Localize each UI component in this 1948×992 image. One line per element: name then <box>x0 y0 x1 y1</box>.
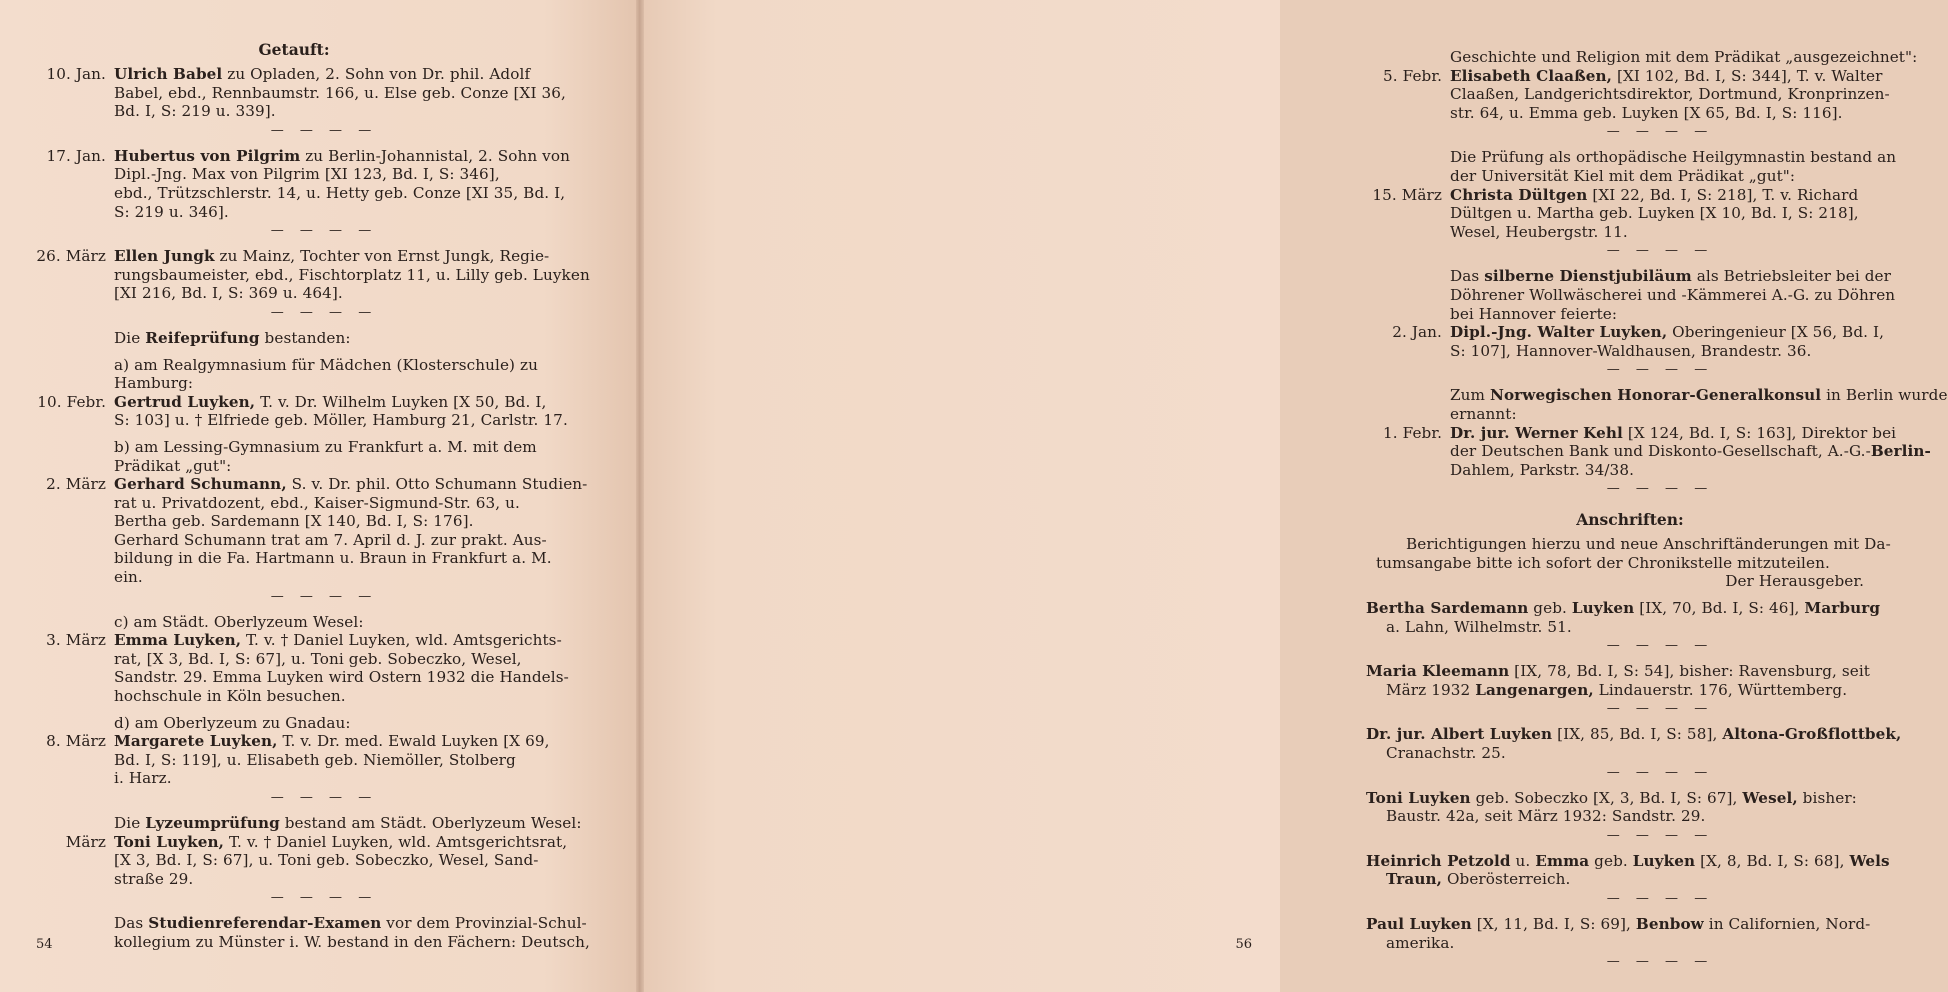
consul-entry: 1. Febr. Dr. jur. Werner Kehl [X 124, Bd. I, S: 163], Direktor bei der Deutschen Bank und Diskonto-Gesellschaft, A.-G.-Berlin- Dahlem, Parkstr. 34/38. <box>1366 424 1894 480</box>
entry-date: 1. Febr. <box>1383 423 1442 442</box>
graduate-entry: 8. März Margarete Luyken, T. v. Dr. med. Ewald Luyken [X 69, Bd. I, S: 119], u. Elisabeth geb. Niemöller, Stolberg i. Harz. <box>30 732 558 788</box>
exam-intro: Das Studienreferendar-Examen vor dem Provinzial-Schul- <box>114 914 587 933</box>
entry-name: Ellen Jungk <box>114 247 215 266</box>
ortho-intro: Die Prüfung als orthopädische Heilgymnastin bestand an <box>1450 148 1897 167</box>
address-entry: Bertha Sardemann geb. Luyken [IX, 70, Bd. I, S: 46], Marburg a. Lahn, Wilhelmstr. 51. <box>1366 599 1881 636</box>
graduate-entry: 2. März Gerhard Schumann, S. v. Dr. phil. Otto Schumann Studien- rat u. Privatdozent, ebd., Kaiser-Sigmund-Str. 63, u. Bertha geb. Sardemann [X 140, Bd. I, S: 176]. Gerhard Schumann trat am 7. April d. J. zur prakt. Aus- bildung in die Fa. Hartmann u. Braun in Frankfurt a. M. ein. <box>30 475 558 587</box>
separator <box>90 891 558 905</box>
entry-date: 15. März <box>1372 185 1442 204</box>
graduate-entry: 3. März Emma Luyken, T. v. † Daniel Luyken, wld. Amtsgerichts- rat, [X 3, Bd. I, S: 67], u. Toni geb. Sobeczko, Wesel, Sandstr. 29. Emma Luyken wird Ostern 1932 die Handels- hochschule in Köln besuchen. <box>30 631 558 705</box>
graduate-entry: März Toni Luyken, T. v. † Daniel Luyken, wld. Amtsgerichtsrat, [X 3, Bd. I, S: 67], u. Toni geb. Sobeczko, Wesel, Sand- straße 29. <box>30 833 558 889</box>
entry-date: 2. Jan. <box>1392 323 1442 342</box>
separator <box>1426 244 1894 258</box>
entry-name: Dr. jur. Werner Kehl <box>1450 423 1623 442</box>
entry-name: Ulrich Babel <box>114 65 223 83</box>
entry-date: 17. Jan. <box>46 146 106 165</box>
entry-date: 10. Jan. <box>46 65 106 83</box>
baptism-entry: 17. Jan. Hubertus von Pilgrim zu Berlin-Johannistal, 2. Sohn von Dipl.-Jng. Max von Pilgrim [XI 123, Bd. I, S: 346], ebd., Trützschlerstr. 14, u. Hetty geb. Conze [XI 35, Bd. I, S: 219 u. 346]. <box>30 147 558 221</box>
school-a: a) am Realgymnasium für Mädchen (Klosterschule) zu <box>114 355 538 374</box>
reife-intro: Die Reifeprüfung bestanden: <box>114 328 351 347</box>
right-page <box>640 0 1948 992</box>
entry-name: Dipl.-Jng. Walter Luyken, <box>1450 323 1668 342</box>
page-number: 54 <box>36 937 53 952</box>
separator <box>90 124 558 138</box>
entry-name: Elisabeth Claaßen, <box>1450 66 1613 85</box>
exam-entry: 5. Febr. Elisabeth Claaßen, [XI 102, Bd. I, S: 344], T. v. Walter Claaßen, Landgerichtsdirektor, Dortmund, Kronprinzen- str. 64, u. Emma geb. Luyken [X 65, Bd. I, S: 116]. <box>1366 67 1894 123</box>
addresses-heading: Anschriften: <box>1576 510 1684 530</box>
entry-date: 26. März <box>36 247 106 266</box>
entry-name: Margarete Luyken, <box>114 732 278 751</box>
jubilee-entry: 2. Jan. Dipl.-Jng. Walter Luyken, Oberingenieur [X 56, Bd. I, S: 107], Hannover-Waldhausen, Brandestr. 36. <box>1366 323 1894 360</box>
school-c: c) am Städt. Oberlyzeum Wesel: <box>114 612 364 631</box>
graduate-entry: 10. Febr. Gertrud Luyken, T. v. Dr. Wilhelm Luyken [X 50, Bd. I, S: 103] u. † Elfriede geb. Möller, Hamburg 21, Carlstr. 17. <box>30 393 558 430</box>
continued-line: Geschichte und Religion mit dem Prädikat „ausgezeichnet": <box>1450 48 1918 66</box>
entry-date: März <box>65 832 106 851</box>
entry-name: Toni Luyken, <box>114 832 225 851</box>
separator <box>1426 766 1894 780</box>
entry-date: 2. März <box>46 475 106 494</box>
address-entry: Maria Kleemann [IX, 78, Bd. I, S: 54], bisher: Ravensburg, seit März 1932 Langenargen, Lindauerstr. 176, Württemberg. <box>1366 662 1871 699</box>
separator <box>1426 702 1894 716</box>
lyzeum-intro: Die Lyzeumprüfung bestand am Städt. Oberlyzeum Wesel: <box>114 814 582 832</box>
exam-entry: 15. März Christa Dültgen [XI 22, Bd. I, S: 218], T. v. Richard Dültgen u. Martha geb. Luyken [X 10, Bd. I, S: 218], Wesel, Heubergstr. 11. <box>1366 186 1894 242</box>
separator <box>1426 482 1894 496</box>
separator <box>90 791 558 805</box>
baptism-entry: 10. Jan. Ulrich Babel zu Opladen, 2. Sohn von Dr. phil. Adolf Babel, ebd., Rennbaumstr. 166, u. Else geb. Conze [XI 36, Bd. I, S: 219 u. 339]. <box>30 65 558 121</box>
left-column: Getauft: 10. Jan. Ulrich Babel zu Opladen, 2. Sohn von Dr. phil. Adolf Babel, ebd., Rennbaumstr. 166, u. Else geb. Conze [XI 36, Bd. I, S: 219 u. 339]. — — — — 17. Jan. Hubertus von Pilgrim zu Berlin-Johannistal, 2. Sohn von Dipl.-Jng. Max von Pilgrim [XI 123, Bd. I, S: 346], ebd., Trützschlerstr. 14, u. Hetty geb. Conze [XI 35, Bd. I, S: 219 u. 346]. — — — — 26. März Ellen Jungk zu Mainz, Tochter von Ernst Jungk, Regie- rungsbaumeister, ebd., Fischtorplatz 11, u. Lilly geb. Luyken [XI 216, Bd. I, S: 369 u. 464]. — — — — Die Reifeprüfung bestanden: a) am Realgymnasium für Mädchen (Klosterschule) zu Hamburg: 10. Febr. Gertrud Luyken, T. v. Dr. Wilhelm Luyken [X 50, Bd. I, S: 103] u. † Elfriede geb. Möller, Hamburg 21, Carlstr. 17. b) am Lessing-Gymnasium zu Frankfurt a. M. mit dem Prädikat „gut": 2. März Gerhard Schumann, S. v. Dr. phil. Otto Schumann Studien- rat u. Privatdozent, ebd., Kaiser-Sigmund-Str. 63, u. Bertha geb. Sardemann [X 140, Bd. I, S: 176]. Gerhard Schumann trat am 7. April d. J. zur prakt. Aus- bildung in die Fa. Hartmann u. Braun in Frankfurt a. M. ein. — — — — c) am Städt. Oberlyzeum Wesel: 3. März Emma Luyken, T. v. † Daniel Luyken, wld. Amtsgerichts- rat, [X 3, Bd. I, S: 67], u. Toni geb. Sobeczko, Wesel, Sandstr. 29. Emma Luyken wird Ostern 1932 die Handels- hochschule in Köln besuchen. d) am Oberlyzeum zu Gnadau: 8. März Margarete Luyken, T. v. Dr. med. Ewald Luyken [X 69, Bd. I, S: 119], u. Elisabeth geb. Niemöller, Stolberg i. Harz. — — — — Die Lyzeumprüfung bestand am Städt. Oberlyzeum Wesel: März Toni Luyken, T. v. † Daniel Luyken, wld. Amtsgerichtsrat, [X 3, Bd. I, S: 67], u. Toni geb. Sobeczko, Wesel, Sand- straße 29. — — — — Das Studienreferendar-Examen vor dem Provinzial-Schul- kollegium zu Münster i. W. bestand in den Fächern: Deutsch, <box>30 40 558 952</box>
book-gutter <box>636 0 644 992</box>
entry-name: Gertrud Luyken, <box>114 392 256 411</box>
address-entry: Dr. jur. Albert Luyken [IX, 85, Bd. I, S: 58], Altona-Großflottbek, Cranachstr. 25. <box>1366 725 1902 763</box>
entry-date: 5. Febr. <box>1383 66 1442 85</box>
baptized-heading: Getauft: <box>258 40 330 59</box>
consul-intro: Zum Norwegischen Honorar-Generalkonsul in Berlin wurde <box>1450 386 1948 405</box>
addresses-intro: Berichtigungen hierzu und neue Anschriftänderungen mit Da- <box>1406 535 1891 554</box>
school-d: d) am Oberlyzeum zu Gnadau: <box>114 713 351 732</box>
page-number: 56 <box>1235 937 1252 952</box>
separator <box>1426 125 1894 139</box>
address-entry: Heinrich Petzold u. Emma geb. Luyken [X, 8, Bd. I, S: 68], Wels Traun, Oberösterreich. <box>1366 851 1890 889</box>
separator <box>1426 363 1894 377</box>
entry-name: Gerhard Schumann, <box>114 475 287 494</box>
entry-date: 10. Febr. <box>37 392 106 411</box>
separator <box>90 590 558 604</box>
separator <box>1426 955 1894 969</box>
school-b: b) am Lessing-Gymnasium zu Frankfurt a. M. mit dem <box>114 437 537 456</box>
right-column: Geschichte und Religion mit dem Prädikat „ausgezeichnet": 5. Febr. Elisabeth Claaßen, [XI 102, Bd. I, S: 344], T. v. Walter Claaßen, Landgerichtsdirektor, Dortmund, Kronprinzen- str. 64, u. Emma geb. Luyken [X 65, Bd. I, S: 116]. — — — — Die Prüfung als orthopädische Heilgymnastin bestand an der Universität Kiel mit dem Prädikat „gut": 15. März Christa Dültgen [XI 22, Bd. I, S: 218], T. v. Richard Dültgen u. Martha geb. Luyken [X 10, Bd. I, S: 218], Wesel, Heubergstr. 11. — — — — Das silberne Dienstjubiläum als Betriebsleiter bei der Döhrener Wollwäscherei und -Kämmerei A.-G. zu Döhren bei Hannover feierte: 2. Jan. Dipl.-Jng. Walter Luyken, Oberingenieur [X 56, Bd. I, S: 107], Hannover-Waldhausen, Brandestr. 36. — — — — Zum Norwegischen Honorar-Generalkonsul in Berlin wurde ernannt: 1. Febr. Dr. jur. Werner Kehl [X 124, Bd. I, S: 163], Direktor bei der Deutschen Bank und Diskonto-Gesellschaft, A.-G.-Berlin- Dahlem, Parkstr. 34/38. — — — — Anschriften: Berichtigungen hierzu und neue Anschriftänderungen mit Da- tumsangabe bitte ich sofort der Chronikstelle mitzuteilen. Der Herausgeber. Bertha Sardemann geb. Luyken [IX, 70, Bd. I, S: 46], Marburg a. Lahn, Wilhelmstr. 51. — — — — Maria Kleemann [IX, 78, Bd. I, S: 54], bisher: Ravensburg, seit März 1932 Langenargen, Lindauerstr. 176, Württemberg. — — — — Dr. jur. Albert Luyken [IX, 85, Bd. I, S: 58], Altona-Großflottbek, Cranachstr. 25. — — — — Toni Luyken geb. Sobeczko [X, 3, Bd. I, S: 67], Wesel, bisher: Baustr. 42a, seit März 1932: Sandstr. 29. — — — — Heinrich Petzold u. Emma geb. Luyken [X, 8, Bd. I, S: 68], Wels Traun, Oberösterreich. — — — — Paul Luyken [X, 11, Bd. I, S: 69], Benbow in Californien, Nord- amerika. — — — — <box>1366 48 1894 978</box>
separator <box>90 306 558 320</box>
jubilee-intro: Das silberne Dienstjubiläum als Betriebsleiter bei der <box>1450 267 1891 286</box>
entry-date: 8. März <box>46 732 106 751</box>
separator <box>1426 829 1894 843</box>
address-entry: Paul Luyken [X, 11, Bd. I, S: 69], Benbow in Californien, Nord- amerika. <box>1366 915 1871 952</box>
separator <box>1426 892 1894 906</box>
separator <box>1426 639 1894 653</box>
baptism-entry: 26. März Ellen Jungk zu Mainz, Tochter von Ernst Jungk, Regie- rungsbaumeister, ebd., Fischtorplatz 11, u. Lilly geb. Luyken [XI 216, Bd. I, S: 369 u. 464]. <box>30 247 558 303</box>
address-entry: Toni Luyken geb. Sobeczko [X, 3, Bd. I, S: 67], Wesel, bisher: Baustr. 42a, seit März 1932: Sandstr. 29. <box>1366 788 1857 826</box>
publisher-signature: Der Herausgeber. <box>1725 572 1864 591</box>
entry-name: Emma Luyken, <box>114 631 242 650</box>
separator <box>90 224 558 238</box>
entry-date: 3. März <box>46 631 106 650</box>
entry-name: Hubertus von Pilgrim <box>114 146 301 165</box>
entry-name: Christa Dültgen <box>1450 185 1588 204</box>
left-page <box>0 0 640 992</box>
